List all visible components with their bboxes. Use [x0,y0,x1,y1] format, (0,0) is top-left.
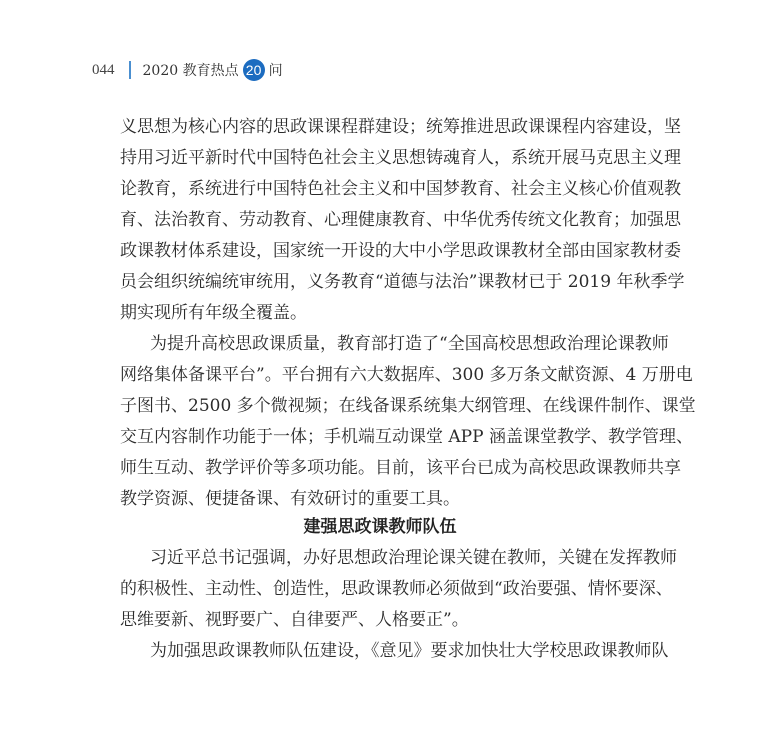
text-line: 期实现所有年级全覆盖。 [120,303,307,323]
text-line: 持用习近平新时代中国特色社会主义思想铸魂育人，系统开展马克思主义理 [120,148,681,168]
book-title-suffix: 问 [268,63,283,79]
text-line: 为提升高校思政课质量，教育部打造了“全国高校思想政治理论课教师 [150,334,669,354]
text-line: 员会组织统编统审统用，义务教育“道德与法治”课教材已于 2019 年秋季学 [120,272,685,292]
text-line: 政课教材体系建设，国家统一开设的大中小学思政课教材全部由国家教材委 [120,241,681,261]
book-title-badge: 20 [243,59,265,81]
text-line: 交互内容制作功能于一体；手机端互动课堂 APP 涵盖课堂教学、教学管理、 [120,427,693,447]
running-header [92,58,283,82]
text-line: 义思想为核心内容的思政课课程群建设；统筹推进思政课课程内容建设，坚 [120,117,681,137]
book-title-prefix: 2020 教育热点 [142,63,239,79]
text-line: 育、法治教育、劳动教育、心理健康教育、中华优秀传统文化教育；加强思 [120,210,681,230]
text-line: 论教育，系统进行中国特色社会主义和中国梦教育、社会主义核心价值观教 [120,179,681,199]
text-line: 的积极性、主动性、创造性，思政课教师必须做到“政治要强、情怀要深、 [120,579,673,599]
section-heading: 建强思政课教师队伍 [303,517,457,537]
text-line: 教学资源、便捷备课、有效研讨的重要工具。 [120,489,460,509]
text-line: 师生互动、教学评价等多项功能。目前，该平台已成为高校思政课教师共享 [120,458,681,478]
text-line: 习近平总书记强调，办好思想政治理论课关键在教师，关键在发挥教师 [150,548,677,568]
header-divider [129,61,131,79]
text-line: 网络集体备课平台”。平台拥有六大数据库、300 多万条文献资源、4 万册电 [120,365,693,385]
text-line: 为加强思政课教师队伍建设，《意见》要求加快壮大学校思政课教师队 [150,641,669,661]
text-line: 思维要新、视野要广、自律要严、人格要正”。 [120,610,469,630]
text-line: 子图书、2500 多个微视频；在线备课系统集大纲管理、在线课件制作、课堂 [120,396,696,416]
page-number: 044 [92,61,115,78]
